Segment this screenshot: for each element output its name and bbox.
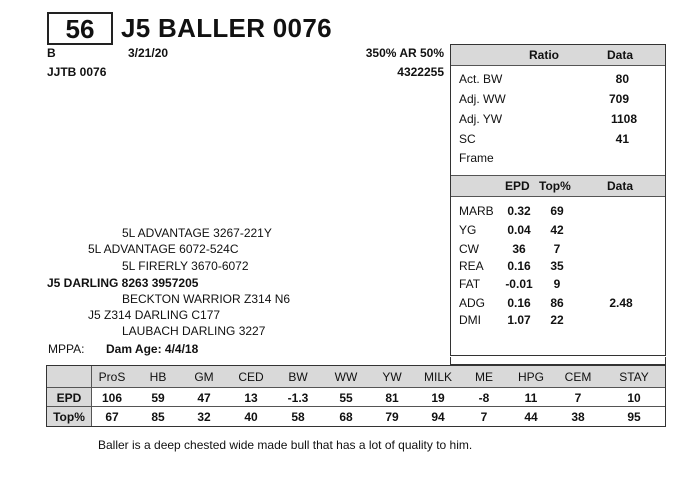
lot-number: 56 bbox=[47, 12, 113, 45]
top-header-label: Top% bbox=[539, 179, 571, 193]
epd-value: 47 bbox=[197, 391, 211, 405]
performance-panel bbox=[450, 44, 666, 356]
carcass-row-epd: -0.01 bbox=[505, 277, 533, 291]
carcass-row-label: YG bbox=[459, 223, 477, 237]
pedigree-sire-sire: 5L ADVANTAGE 6072-524C bbox=[88, 242, 239, 256]
epd-column-header: STAY bbox=[619, 370, 649, 384]
epd-column-header: MILK bbox=[423, 370, 452, 384]
epd-value: 55 bbox=[339, 391, 353, 405]
epd-row-label: EPD bbox=[56, 391, 82, 405]
top-value: 58 bbox=[291, 410, 305, 424]
epd-value: -1.3 bbox=[287, 391, 309, 405]
epd-value: 10 bbox=[627, 391, 641, 405]
epd-column-header: HB bbox=[149, 370, 167, 384]
top-value: 94 bbox=[431, 410, 445, 424]
top-value: 95 bbox=[627, 410, 641, 424]
carcass-row-label: CW bbox=[459, 242, 479, 256]
ratio-row-label: SC bbox=[459, 132, 476, 146]
registration-number: 4322255 bbox=[397, 65, 444, 79]
pedigree-sire-sire-sire: 5L ADVANTAGE 3267-221Y bbox=[122, 226, 272, 240]
dam-age: Dam Age: 4/4/18 bbox=[106, 342, 199, 356]
carcass-row-top: 22 bbox=[550, 313, 564, 327]
top-value: 85 bbox=[151, 410, 165, 424]
epd-value: 11 bbox=[524, 391, 538, 405]
top-value: 79 bbox=[385, 410, 399, 424]
epd-column-header: CEM bbox=[564, 370, 592, 384]
carcass-row-top: 86 bbox=[550, 296, 564, 310]
carcass-row-epd: 1.07 bbox=[507, 313, 531, 327]
epd-table-divider bbox=[47, 387, 665, 388]
panel-footer-strip bbox=[450, 357, 666, 365]
carcass-header bbox=[451, 176, 665, 197]
ratio-header-label: Ratio bbox=[529, 48, 559, 62]
carcass-row-top: 35 bbox=[550, 259, 564, 273]
tattoo: JJTB 0076 bbox=[47, 65, 107, 79]
ratio-row-label: Frame bbox=[459, 151, 494, 165]
breed-code: B bbox=[47, 46, 56, 60]
pedigree-dam-sire: J5 Z314 DARLING C177 bbox=[88, 308, 221, 322]
epd-value: -8 bbox=[478, 391, 490, 405]
epd-column-header: GM bbox=[194, 370, 214, 384]
bull-name: J5 BALLER 0076 bbox=[121, 13, 332, 43]
epd-column-header: ProS bbox=[98, 370, 126, 384]
top-value: 67 bbox=[105, 410, 119, 424]
carcass-row-top: 42 bbox=[550, 223, 564, 237]
carcass-row-epd: 0.16 bbox=[507, 296, 531, 310]
mppa-label: MPPA: bbox=[48, 342, 85, 356]
carcass-row-epd: 36 bbox=[512, 242, 526, 256]
carcass-row-top: 9 bbox=[553, 277, 561, 291]
carcass-row-label: MARB bbox=[459, 204, 494, 218]
top-value: 68 bbox=[339, 410, 353, 424]
ratio-row-data: 41 bbox=[615, 132, 629, 146]
top-value: 7 bbox=[480, 410, 488, 424]
epd-value: 13 bbox=[244, 391, 258, 405]
pedigree-sire-sire-dam: 5L FIRERLY 3670-6072 bbox=[122, 259, 249, 273]
pedigree-dam-sire-dam: LAUBACH DARLING 3227 bbox=[122, 324, 266, 338]
bull-comment: Baller is a deep chested wide made bull that has a lot of quality to him. bbox=[98, 438, 473, 452]
epd-value: 7 bbox=[574, 391, 582, 405]
epd-column-header: HPG bbox=[517, 370, 544, 384]
carcass-row-label: REA bbox=[459, 259, 484, 273]
epd-header-label: EPD bbox=[505, 179, 530, 193]
carcass-row-epd: 0.04 bbox=[507, 223, 531, 237]
epd-value: 19 bbox=[431, 391, 445, 405]
carcass-row-data: 2.48 bbox=[609, 296, 633, 310]
pedigree-dam-sire-sire: BECKTON WARRIOR Z314 N6 bbox=[122, 292, 291, 306]
data-header-label: Data bbox=[607, 48, 634, 62]
top-value: 44 bbox=[524, 410, 538, 424]
carcass-row-label: FAT bbox=[459, 277, 481, 291]
carcass-row-label: DMI bbox=[459, 313, 481, 327]
ratio-header bbox=[451, 45, 665, 66]
epd-column-header: WW bbox=[334, 370, 358, 384]
top-value: 38 bbox=[571, 410, 585, 424]
ratio-row-data: 1108 bbox=[610, 112, 637, 126]
epd-table-divider bbox=[47, 406, 665, 407]
epd-table bbox=[46, 365, 666, 427]
epd-value: 59 bbox=[151, 391, 165, 405]
carcass-row-epd: 0.32 bbox=[507, 204, 531, 218]
data-header-label: Data bbox=[607, 179, 634, 193]
epd-value: 81 bbox=[385, 391, 399, 405]
epd-column-header: YW bbox=[382, 370, 402, 384]
top-row-label: Top% bbox=[53, 410, 85, 424]
epd-column-header: BW bbox=[288, 370, 308, 384]
ratio-row-label: Adj. WW bbox=[459, 92, 506, 106]
top-value: 40 bbox=[244, 410, 258, 424]
carcass-row-top: 69 bbox=[550, 204, 564, 218]
carcass-row-epd: 0.16 bbox=[507, 259, 531, 273]
pedigree-dam: J5 DARLING 8263 3957205 bbox=[47, 276, 199, 290]
carcass-row-top: 7 bbox=[553, 242, 561, 256]
epd-column-header: CED bbox=[238, 370, 264, 384]
ar-info: 350% AR 50% bbox=[365, 46, 444, 60]
ratio-row-label: Act. BW bbox=[459, 72, 503, 86]
epd-value: 106 bbox=[101, 391, 123, 405]
ratio-row-label: Adj. YW bbox=[459, 112, 503, 126]
ratio-row-data: 80 bbox=[615, 72, 629, 86]
ratio-row-data: 709 bbox=[608, 92, 629, 106]
birth-date: 3/21/20 bbox=[128, 46, 169, 60]
epd-column-header: ME bbox=[475, 370, 493, 384]
top-value: 32 bbox=[197, 410, 211, 424]
carcass-row-label: ADG bbox=[459, 296, 486, 310]
